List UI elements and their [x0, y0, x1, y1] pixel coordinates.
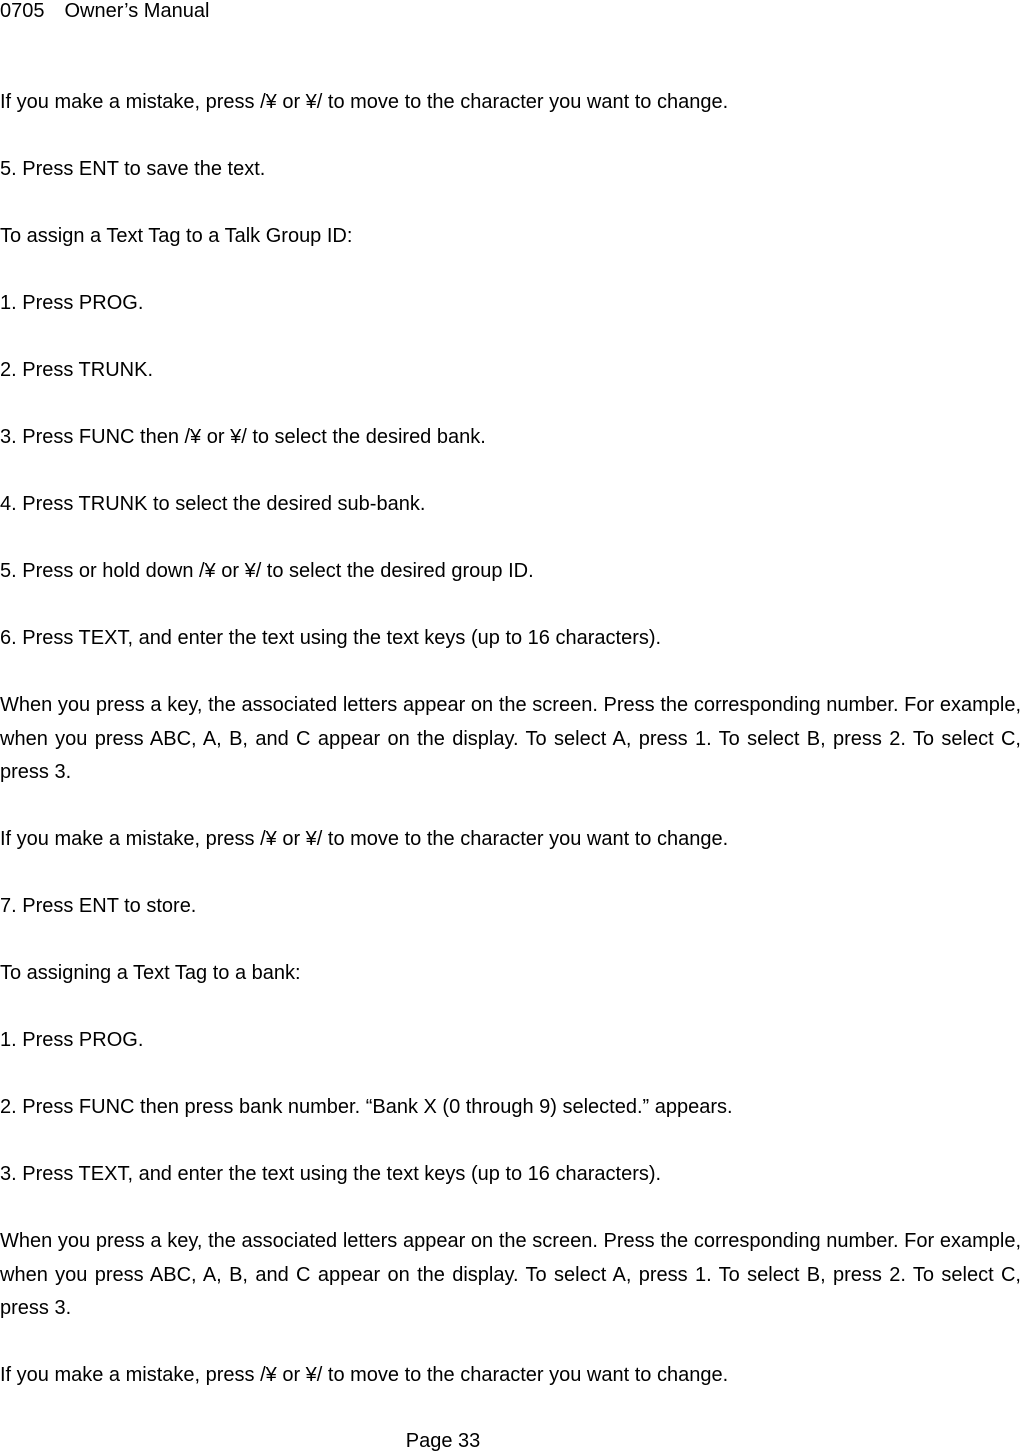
step: 3. Press TEXT, and enter the text using the text keys (up to 16 characters).: [0, 1163, 662, 1185]
paragraph: If you make a mistake, press /¥ or ¥/ to move to the character you want to change.: [0, 828, 729, 850]
page-header: [0, 0, 209, 22]
paragraph: When you press a key, the associated letters appear on the screen. Press the corresponding number. For example, when you press ABC, A, B, and C appear on the display. To select A, press 1. To select B, press 2. To select C, press 3.: [0, 694, 1021, 783]
step: 1. Press PROG.: [0, 1029, 144, 1051]
section-heading: To assign a Text Tag to a Talk Group ID:: [0, 225, 353, 247]
document-body: [0, 86, 1021, 1426]
page-number: Page 33: [405, 1430, 481, 1452]
step: 6. Press TEXT, and enter the text using the text keys (up to 16 characters).: [0, 627, 662, 649]
paragraph: When you press a key, the associated letters appear on the screen. Press the corresponding number. For example, when you press ABC, A, B, and C appear on the display. To select A, press 1. To select B, press 2. To select C, press 3.: [0, 1230, 1021, 1319]
manual-title: Owner’s Manual: [64, 0, 210, 22]
step: 3. Press FUNC then /¥ or ¥/ to select the desired bank.: [0, 426, 486, 448]
step: 2. Press FUNC then press bank number. “Bank X (0 through 9) selected.” appears.: [0, 1096, 733, 1118]
step: 4. Press TRUNK to select the desired sub-bank.: [0, 493, 426, 515]
step: 1. Press PROG.: [0, 292, 144, 314]
paragraph: If you make a mistake, press /¥ or ¥/ to move to the character you want to change.: [0, 1364, 729, 1386]
model-number: 0705: [0, 0, 45, 22]
section-heading: To assigning a Text Tag to a bank:: [0, 962, 301, 984]
paragraph: 5. Press ENT to save the text.: [0, 158, 266, 180]
step: 5. Press or hold down /¥ or ¥/ to select the desired group ID.: [0, 560, 534, 582]
step: 2. Press TRUNK.: [0, 359, 153, 381]
step: 7. Press ENT to store.: [0, 895, 197, 917]
paragraph: If you make a mistake, press /¥ or ¥/ to move to the character you want to change.: [0, 91, 729, 113]
